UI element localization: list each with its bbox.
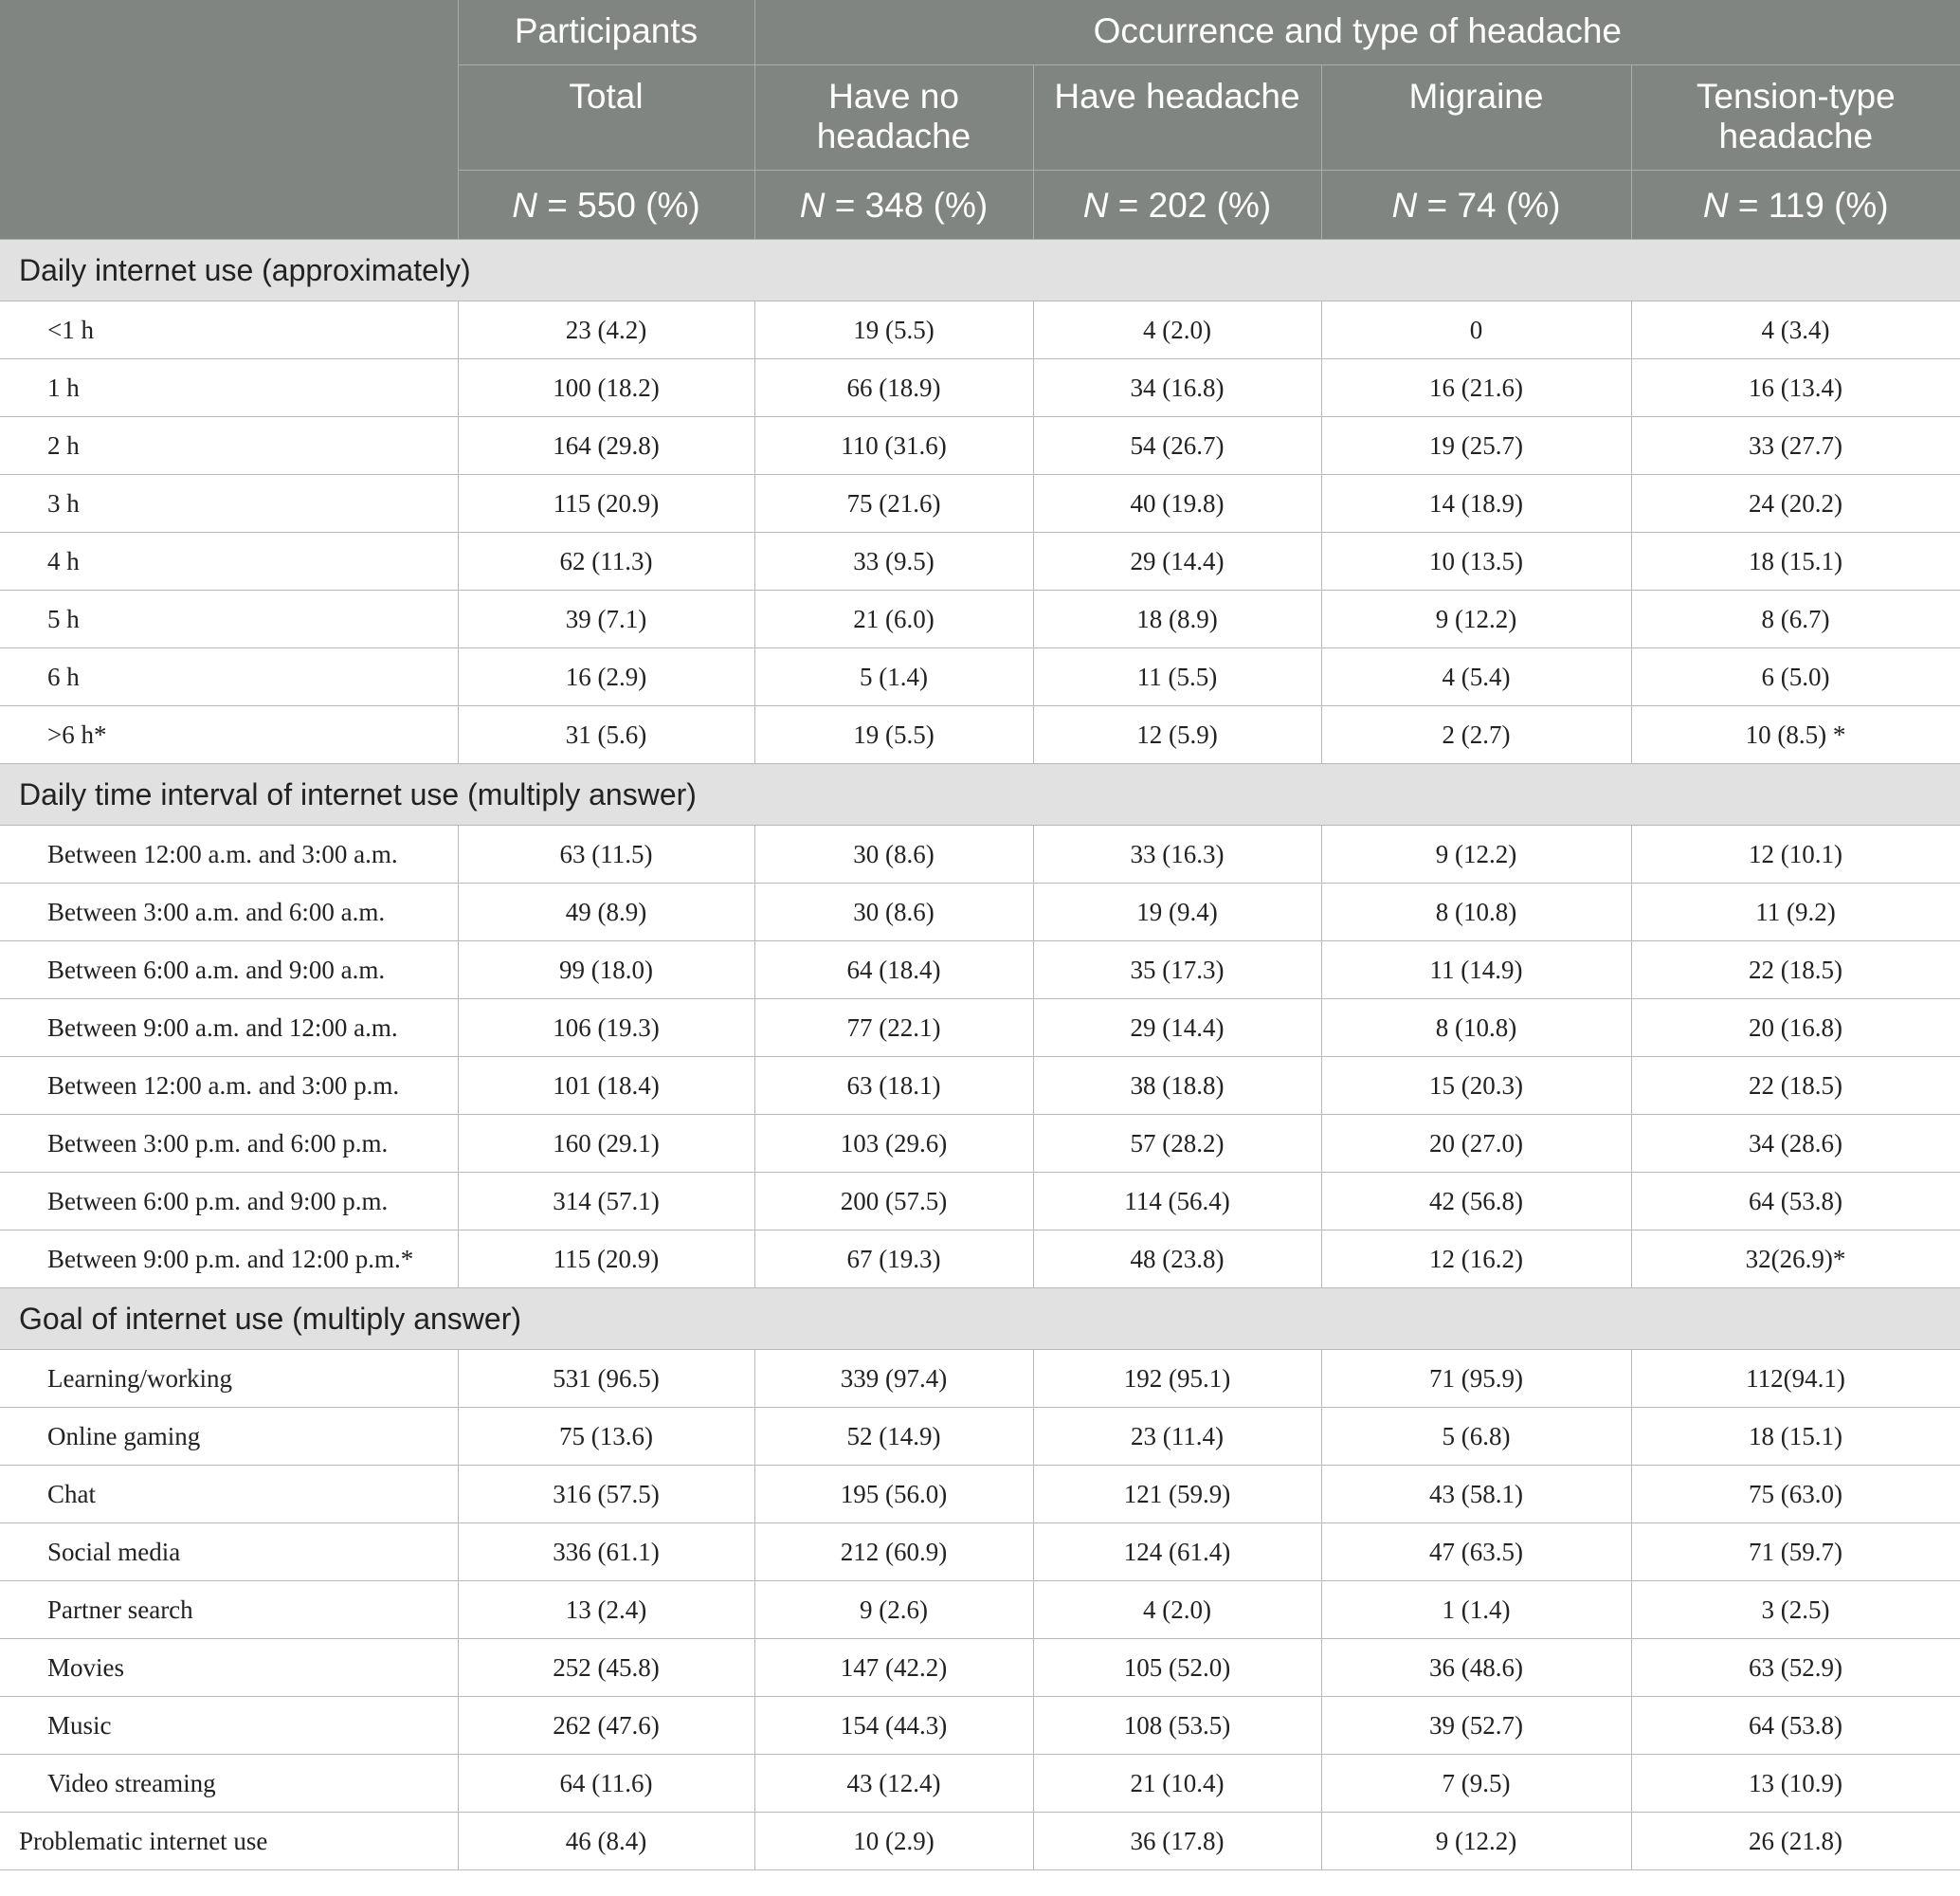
row-value: 32(26.9)*	[1631, 1231, 1960, 1288]
row-value: 316 (57.5)	[458, 1466, 754, 1523]
row-label: <1 h	[0, 301, 458, 359]
row-value: 31 (5.6)	[458, 706, 754, 764]
row-value: 13 (10.9)	[1631, 1755, 1960, 1813]
row-value: 42 (56.8)	[1321, 1173, 1631, 1231]
row-value: 4 (5.4)	[1321, 648, 1631, 706]
row-value: 64 (18.4)	[754, 941, 1033, 999]
row-value: 21 (6.0)	[754, 591, 1033, 648]
n-symbol: N	[1702, 186, 1729, 225]
row-value: 212 (60.9)	[754, 1523, 1033, 1581]
row-value: 62 (11.3)	[458, 533, 754, 591]
row-value: 18 (8.9)	[1033, 591, 1321, 648]
row-value: 26 (21.8)	[1631, 1813, 1960, 1870]
row-value: 164 (29.8)	[458, 417, 754, 475]
table-row	[0, 1173, 1960, 1231]
header-col-tension-type: Tension-type headache	[1631, 65, 1960, 171]
n-symbol: N	[1391, 186, 1418, 225]
header-n-total	[458, 171, 754, 240]
row-value: 40 (19.8)	[1033, 475, 1321, 533]
row-label: 4 h	[0, 533, 458, 591]
table-row	[0, 941, 1960, 999]
row-value: 4 (2.0)	[1033, 301, 1321, 359]
table-row	[0, 1639, 1960, 1697]
section-header-row	[0, 240, 1960, 301]
table-row	[0, 1697, 1960, 1755]
table-header	[0, 0, 1960, 240]
row-value: 52 (14.9)	[754, 1408, 1033, 1466]
row-value: 75 (63.0)	[1631, 1466, 1960, 1523]
row-label: Between 12:00 a.m. and 3:00 a.m.	[0, 826, 458, 884]
row-value: 192 (95.1)	[1033, 1350, 1321, 1408]
row-value: 19 (9.4)	[1033, 884, 1321, 941]
n-value: = 74 (%)	[1417, 186, 1561, 225]
header-n-migraine	[1321, 171, 1631, 240]
row-value: 43 (12.4)	[754, 1755, 1033, 1813]
header-participants: Participants	[458, 0, 754, 65]
row-label: Between 6:00 p.m. and 9:00 p.m.	[0, 1173, 458, 1231]
header-blank-cell	[0, 0, 458, 240]
row-value: 18 (15.1)	[1631, 1408, 1960, 1466]
table-row	[0, 591, 1960, 648]
row-value: 77 (22.1)	[754, 999, 1033, 1057]
row-label: Between 9:00 p.m. and 12:00 p.m.*	[0, 1231, 458, 1288]
row-value: 12 (16.2)	[1321, 1231, 1631, 1288]
n-value: = 202 (%)	[1108, 186, 1272, 225]
row-label: Between 3:00 p.m. and 6:00 p.m.	[0, 1115, 458, 1173]
table-row	[0, 1466, 1960, 1523]
row-value: 16 (13.4)	[1631, 359, 1960, 417]
row-value: 7 (9.5)	[1321, 1755, 1631, 1813]
row-value: 34 (28.6)	[1631, 1115, 1960, 1173]
row-value: 0	[1321, 301, 1631, 359]
row-value: 154 (44.3)	[754, 1697, 1033, 1755]
row-value: 29 (14.4)	[1033, 533, 1321, 591]
row-value: 5 (6.8)	[1321, 1408, 1631, 1466]
row-value: 10 (8.5) *	[1631, 706, 1960, 764]
table-body	[0, 240, 1960, 1870]
row-value: 100 (18.2)	[458, 359, 754, 417]
row-value: 20 (27.0)	[1321, 1115, 1631, 1173]
row-value: 4 (2.0)	[1033, 1581, 1321, 1639]
table-row	[0, 1057, 1960, 1115]
row-value: 49 (8.9)	[458, 884, 754, 941]
table-row	[0, 1115, 1960, 1173]
n-value: = 550 (%)	[537, 186, 700, 225]
row-value: 71 (59.7)	[1631, 1523, 1960, 1581]
row-label: Online gaming	[0, 1408, 458, 1466]
header-col-no-headache: Have no headache	[754, 65, 1033, 171]
row-value: 46 (8.4)	[458, 1813, 754, 1870]
row-value: 9 (2.6)	[754, 1581, 1033, 1639]
table-row	[0, 1350, 1960, 1408]
row-value: 63 (52.9)	[1631, 1639, 1960, 1697]
row-value: 124 (61.4)	[1033, 1523, 1321, 1581]
table-row	[0, 475, 1960, 533]
row-value: 39 (7.1)	[458, 591, 754, 648]
n-symbol: N	[512, 186, 537, 225]
table-row	[0, 533, 1960, 591]
row-value: 13 (2.4)	[458, 1581, 754, 1639]
row-value: 63 (11.5)	[458, 826, 754, 884]
row-value: 8 (10.8)	[1321, 884, 1631, 941]
row-value: 64 (53.8)	[1631, 1697, 1960, 1755]
header-n-headache	[1033, 171, 1321, 240]
row-value: 64 (11.6)	[458, 1755, 754, 1813]
row-value: 20 (16.8)	[1631, 999, 1960, 1057]
row-value: 39 (52.7)	[1321, 1697, 1631, 1755]
row-value: 38 (18.8)	[1033, 1057, 1321, 1115]
row-value: 121 (59.9)	[1033, 1466, 1321, 1523]
row-value: 16 (2.9)	[458, 648, 754, 706]
row-value: 110 (31.6)	[754, 417, 1033, 475]
row-value: 8 (10.8)	[1321, 999, 1631, 1057]
row-value: 64 (53.8)	[1631, 1173, 1960, 1231]
row-value: 14 (18.9)	[1321, 475, 1631, 533]
table-row	[0, 359, 1960, 417]
row-label: 2 h	[0, 417, 458, 475]
row-value: 10 (13.5)	[1321, 533, 1631, 591]
n-symbol: N	[799, 186, 826, 225]
row-label: Between 3:00 a.m. and 6:00 a.m.	[0, 884, 458, 941]
row-label: Learning/working	[0, 1350, 458, 1408]
row-label: Chat	[0, 1466, 458, 1523]
row-value: 43 (58.1)	[1321, 1466, 1631, 1523]
table-row	[0, 1755, 1960, 1813]
row-label: 6 h	[0, 648, 458, 706]
row-value: 8 (6.7)	[1631, 591, 1960, 648]
row-label: Problematic internet use	[0, 1813, 458, 1870]
header-col-total: Total	[458, 65, 754, 171]
row-value: 67 (19.3)	[754, 1231, 1033, 1288]
row-value: 5 (1.4)	[754, 648, 1033, 706]
row-value: 24 (20.2)	[1631, 475, 1960, 533]
row-value: 195 (56.0)	[754, 1466, 1033, 1523]
row-value: 339 (97.4)	[754, 1350, 1033, 1408]
row-value: 11 (5.5)	[1033, 648, 1321, 706]
table-row	[0, 1231, 1960, 1288]
row-value: 33 (9.5)	[754, 533, 1033, 591]
row-value: 147 (42.2)	[754, 1639, 1033, 1697]
row-value: 19 (5.5)	[754, 706, 1033, 764]
row-value: 54 (26.7)	[1033, 417, 1321, 475]
row-value: 19 (5.5)	[754, 301, 1033, 359]
section-title: Daily internet use (approximately)	[0, 240, 1960, 301]
row-label: Movies	[0, 1639, 458, 1697]
row-value: 9 (12.2)	[1321, 1813, 1631, 1870]
header-n-tension-type	[1631, 171, 1960, 240]
row-value: 29 (14.4)	[1033, 999, 1321, 1057]
header-col-headache: Have headache	[1033, 65, 1321, 171]
row-value: 2 (2.7)	[1321, 706, 1631, 764]
row-value: 314 (57.1)	[458, 1173, 754, 1231]
row-label: 5 h	[0, 591, 458, 648]
section-header-row	[0, 764, 1960, 826]
row-value: 33 (27.7)	[1631, 417, 1960, 475]
row-value: 57 (28.2)	[1033, 1115, 1321, 1173]
table-row	[0, 1523, 1960, 1581]
row-value: 99 (18.0)	[458, 941, 754, 999]
row-value: 10 (2.9)	[754, 1813, 1033, 1870]
table-row	[0, 1813, 1960, 1870]
n-value: = 119 (%)	[1728, 186, 1889, 225]
table-row	[0, 706, 1960, 764]
row-value: 15 (20.3)	[1321, 1057, 1631, 1115]
row-value: 160 (29.1)	[458, 1115, 754, 1173]
header-col-migraine: Migraine	[1321, 65, 1631, 171]
row-value: 252 (45.8)	[458, 1639, 754, 1697]
row-value: 11 (14.9)	[1321, 941, 1631, 999]
row-value: 19 (25.7)	[1321, 417, 1631, 475]
row-value: 106 (19.3)	[458, 999, 754, 1057]
table-row	[0, 826, 1960, 884]
row-value: 75 (21.6)	[754, 475, 1033, 533]
row-value: 11 (9.2)	[1631, 884, 1960, 941]
row-value: 6 (5.0)	[1631, 648, 1960, 706]
row-value: 36 (48.6)	[1321, 1639, 1631, 1697]
table-row	[0, 1408, 1960, 1466]
header-n-no-headache	[754, 171, 1033, 240]
section-title: Goal of internet use (multiply answer)	[0, 1288, 1960, 1350]
table-row	[0, 999, 1960, 1057]
row-value: 21 (10.4)	[1033, 1755, 1321, 1813]
row-value: 108 (53.5)	[1033, 1697, 1321, 1755]
row-value: 30 (8.6)	[754, 884, 1033, 941]
row-value: 105 (52.0)	[1033, 1639, 1321, 1697]
row-value: 66 (18.9)	[754, 359, 1033, 417]
row-value: 33 (16.3)	[1033, 826, 1321, 884]
row-label: Between 9:00 a.m. and 12:00 a.m.	[0, 999, 458, 1057]
n-symbol: N	[1082, 186, 1109, 225]
row-value: 336 (61.1)	[458, 1523, 754, 1581]
row-value: 30 (8.6)	[754, 826, 1033, 884]
row-value: 1 (1.4)	[1321, 1581, 1631, 1639]
row-value: 9 (12.2)	[1321, 826, 1631, 884]
table-row	[0, 417, 1960, 475]
row-value: 75 (13.6)	[458, 1408, 754, 1466]
row-value: 23 (4.2)	[458, 301, 754, 359]
row-value: 115 (20.9)	[458, 475, 754, 533]
row-value: 9 (12.2)	[1321, 591, 1631, 648]
header-occurrence: Occurrence and type of headache	[754, 0, 1960, 65]
table-row	[0, 648, 1960, 706]
row-value: 12 (5.9)	[1033, 706, 1321, 764]
row-value: 47 (63.5)	[1321, 1523, 1631, 1581]
row-label: >6 h*	[0, 706, 458, 764]
row-value: 114 (56.4)	[1033, 1173, 1321, 1231]
row-value: 3 (2.5)	[1631, 1581, 1960, 1639]
table-row	[0, 301, 1960, 359]
table-row	[0, 884, 1960, 941]
row-value: 34 (16.8)	[1033, 359, 1321, 417]
row-label: Video streaming	[0, 1755, 458, 1813]
row-value: 115 (20.9)	[458, 1231, 754, 1288]
row-value: 262 (47.6)	[458, 1697, 754, 1755]
row-value: 101 (18.4)	[458, 1057, 754, 1115]
row-label: Between 12:00 a.m. and 3:00 p.m.	[0, 1057, 458, 1115]
row-value: 22 (18.5)	[1631, 1057, 1960, 1115]
row-value: 22 (18.5)	[1631, 941, 1960, 999]
n-value: = 348 (%)	[825, 186, 989, 225]
row-value: 12 (10.1)	[1631, 826, 1960, 884]
section-title: Daily time interval of internet use (multiply answer)	[0, 764, 1960, 826]
row-label: 3 h	[0, 475, 458, 533]
row-value: 63 (18.1)	[754, 1057, 1033, 1115]
row-label: Social media	[0, 1523, 458, 1581]
row-value: 103 (29.6)	[754, 1115, 1033, 1173]
row-value: 18 (15.1)	[1631, 533, 1960, 591]
row-label: Between 6:00 a.m. and 9:00 a.m.	[0, 941, 458, 999]
table-row	[0, 1581, 1960, 1639]
row-value: 23 (11.4)	[1033, 1408, 1321, 1466]
row-value: 4 (3.4)	[1631, 301, 1960, 359]
row-value: 35 (17.3)	[1033, 941, 1321, 999]
row-value: 200 (57.5)	[754, 1173, 1033, 1231]
row-value: 36 (17.8)	[1033, 1813, 1321, 1870]
section-header-row	[0, 1288, 1960, 1350]
row-value: 112(94.1)	[1631, 1350, 1960, 1408]
row-value: 48 (23.8)	[1033, 1231, 1321, 1288]
row-value: 16 (21.6)	[1321, 359, 1631, 417]
row-label: Partner search	[0, 1581, 458, 1639]
row-value: 71 (95.9)	[1321, 1350, 1631, 1408]
row-value: 531 (96.5)	[458, 1350, 754, 1408]
row-label: 1 h	[0, 359, 458, 417]
row-label: Music	[0, 1697, 458, 1755]
